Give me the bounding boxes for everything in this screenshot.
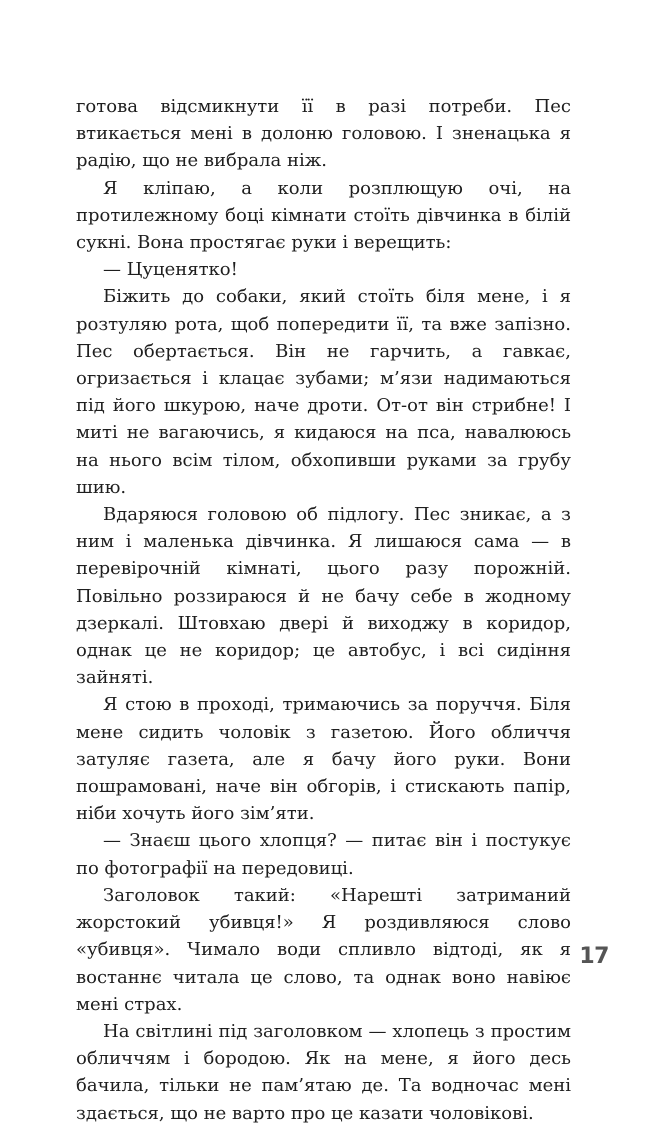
paragraph-1: готова відсмикнути її в разі потреби. Пес втикається мені в долоню головою. І зненацька я радію, що не вибрала ніж. xyxy=(76,96,571,172)
paragraph-6: Я стою в проході, тримаючись за поруччя. Біля мене сидить чоловік з газетою. Його обличчя затуляє газета, але я бачу його руки. Вони пошрамовані, наче він обгорів, і стискають папір, ніби хочуть його зім’яти. xyxy=(76,694,571,825)
paragraph-4: Біжить до собаки, який стоїть біля мене, і я розтуляю рота, щоб попередити її, та вже запізно. Пес обертається. Він не гарчить, а гавкає, огризається і клацає зубами; м’язи надимаються під його шкурою, наче дроти. От-от він стрибне! І миті не вагаючись, я кидаюся на пса, навалююсь на нього всім тілом, обхопивши руками за грубу шию. xyxy=(76,286,571,498)
page-number: 17 xyxy=(579,944,609,969)
paragraph-9: На світлині під заголовком — хлопець з простим обличчям і бородою. Як на мене, я його десь бачила, тільки не пам’ятаю де. Та водночас мені здається, що не варто про це казати чоловікові. xyxy=(76,1020,571,1124)
paragraph-8: Заголовок такий: «Нарешті затриманий жорстокий убивця!» Я роздивляюся слово «убивця». Чимало води спливло відтоді, як я востаннє читала це слово, та однак воно навіює мені страх. xyxy=(76,884,571,1015)
page-body xyxy=(76,93,571,1127)
paragraph-3: — Цуценятко! xyxy=(103,259,238,281)
paragraph-2: Я кліпаю, а коли розплющую очі, на протилежному боці кімнати стоїть дівчинка в білій сукні. Вона простягає руки і верещить: xyxy=(76,177,571,254)
paragraph-5: Вдаряюся головою об підлогу. Пес зникає, а з ним і маленька дівчинка. Я лишаюся сама — в перевірочній кімнаті, цього разу порожній. Повільно роззираюся й не бачу себе в жодному дзеркалі. Штовхаю двері й виходжу в коридор, однак це не коридор; це автобус, і всі сидіння зайняті. xyxy=(76,504,571,689)
paragraph-7: — Знаєш цього хлопця? — питає він і постукує по фотографії на передовиці. xyxy=(76,830,571,879)
